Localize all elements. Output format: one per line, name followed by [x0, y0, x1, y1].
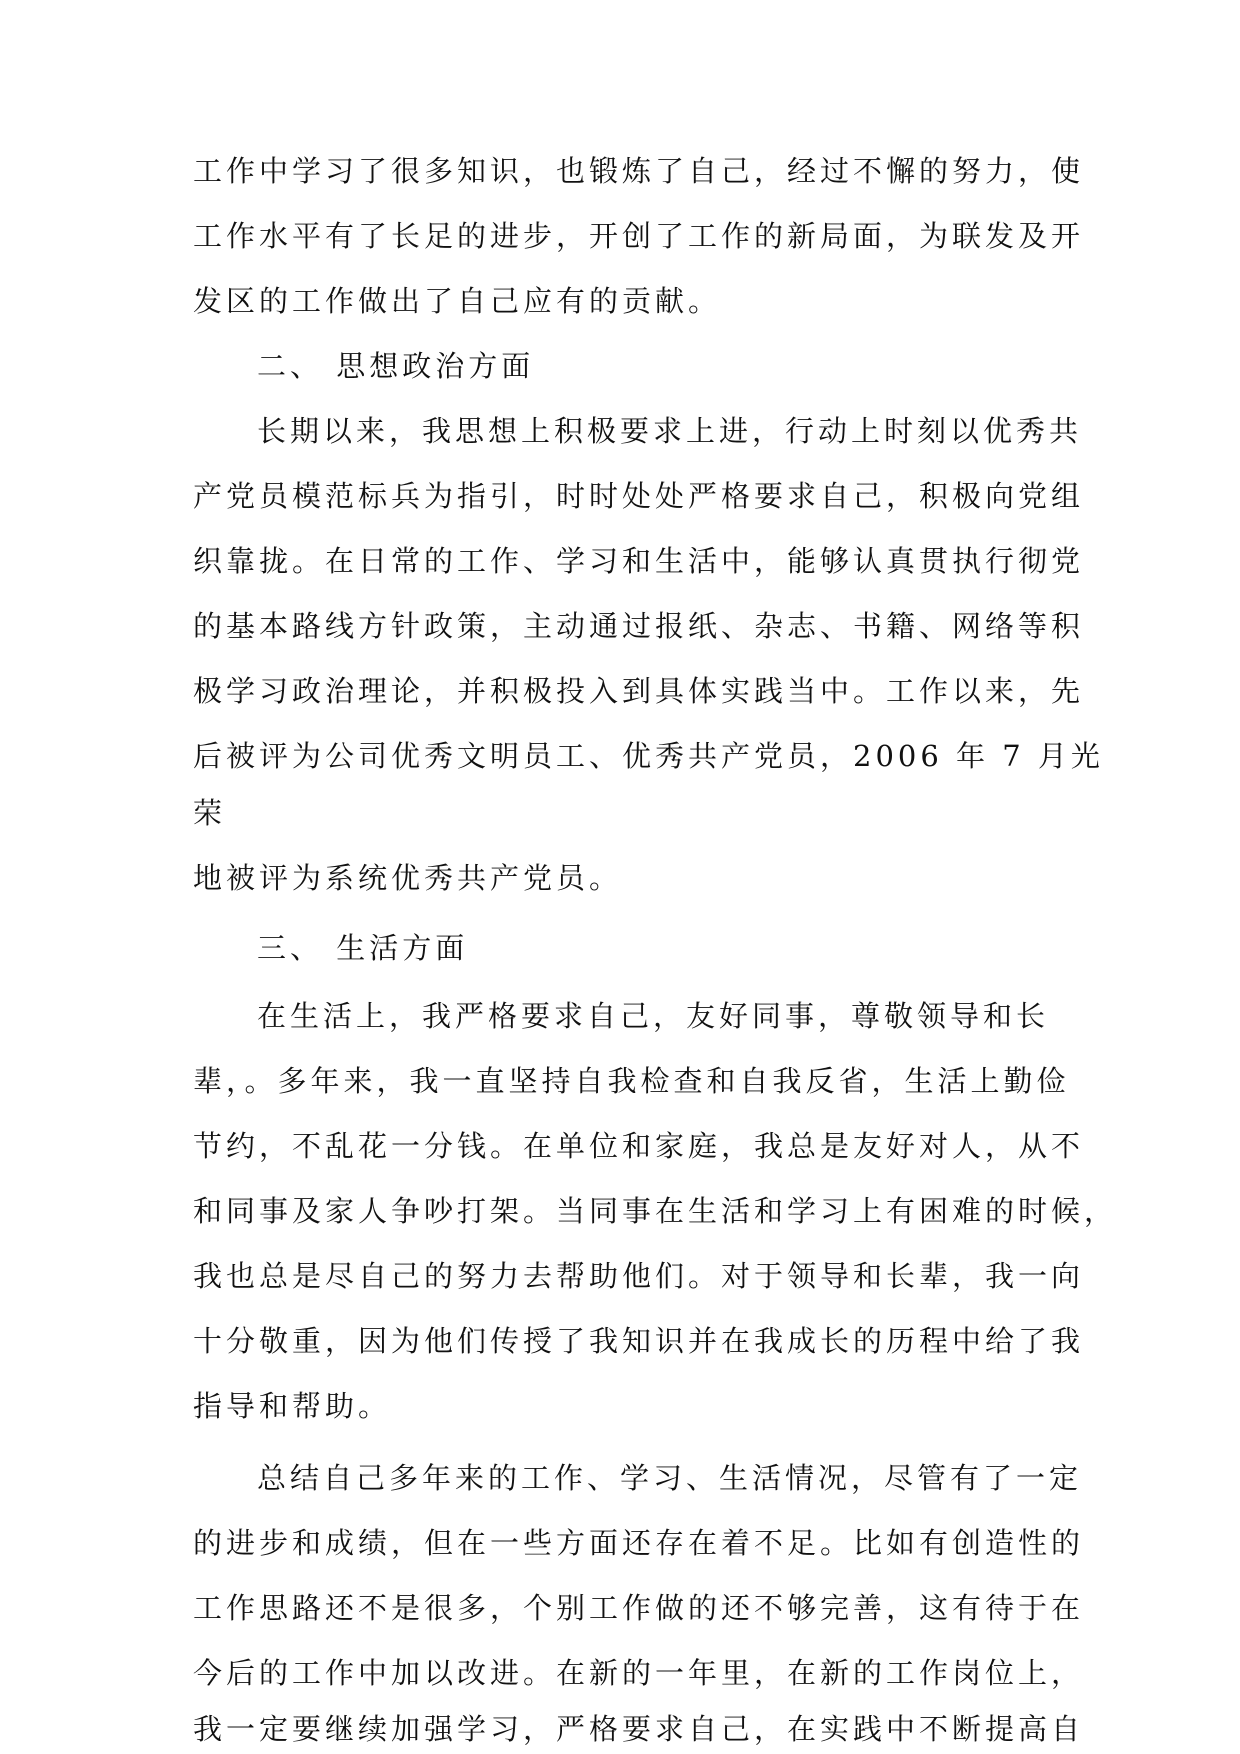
paragraph-line: 后被评为公司优秀文明员工、优秀共产党员，2006 年 7 月光 — [193, 739, 1104, 773]
paragraph-line: 的进步和成绩，但在一些方面还存在着不足。比如有创造性的 — [193, 1526, 1085, 1560]
paragraph-line: 今后的工作中加以改进。在新的一年里，在新的工作岗位上， — [193, 1656, 1085, 1690]
paragraph-line: 节约，不乱花一分钱。在单位和家庭，我总是友好对人，从不 — [193, 1129, 1085, 1163]
section-heading-life: 三、 生活方面 — [257, 931, 469, 965]
paragraph-line: 我一定要继续加强学习，严格要求自己，在实践中不断提高自 — [193, 1712, 1085, 1746]
paragraph-line: 极学习政治理论，并积极投入到具体实践当中。工作以来，先 — [193, 674, 1085, 708]
paragraph-line: 荣 — [193, 796, 227, 830]
paragraph-line: 工作中学习了很多知识，也锻炼了自己，经过不懈的努力，使 — [193, 154, 1085, 188]
paragraph-line: 总结自己多年来的工作、学习、生活情况，尽管有了一定 — [257, 1461, 1083, 1495]
paragraph-line: 我也总是尽自己的努力去帮助他们。对于领导和长辈，我一向 — [193, 1259, 1085, 1293]
paragraph-line: 发区的工作做出了自己应有的贡献。 — [193, 284, 722, 318]
paragraph-line: 的基本路线方针政策，主动通过报纸、杂志、书籍、网络等积 — [193, 609, 1085, 643]
paragraph-line: 辈，。多年来，我一直坚持自我检查和自我反省，生活上勤俭 — [193, 1064, 1070, 1098]
paragraph-line: 和同事及家人争吵打架。当同事在生活和学习上有困难的时候， — [193, 1194, 1118, 1228]
paragraph-line: 十分敬重，因为他们传授了我知识并在我成长的历程中给了我 — [193, 1324, 1085, 1358]
paragraph-line: 工作思路还不是很多，个别工作做的还不够完善，这有待于在 — [193, 1591, 1085, 1625]
paragraph-line: 织靠拢。在日常的工作、学习和生活中，能够认真贯执行彻党 — [193, 544, 1085, 578]
section-heading-politics: 二、 思想政治方面 — [257, 349, 535, 383]
paragraph-line: 指导和帮助。 — [193, 1389, 392, 1423]
paragraph-line: 产党员模范标兵为指引，时时处处严格要求自己，积极向党组 — [193, 479, 1085, 513]
paragraph-line: 工作水平有了长足的进步，开创了工作的新局面，为联发及开 — [193, 219, 1085, 253]
paragraph-line: 在生活上，我严格要求自己，友好同事，尊敬领导和长 — [257, 999, 1050, 1033]
paragraph-line: 地被评为系统优秀共产党员。 — [193, 861, 623, 895]
paragraph-line: 长期以来，我思想上积极要求上进，行动上时刻以优秀共 — [257, 414, 1083, 448]
